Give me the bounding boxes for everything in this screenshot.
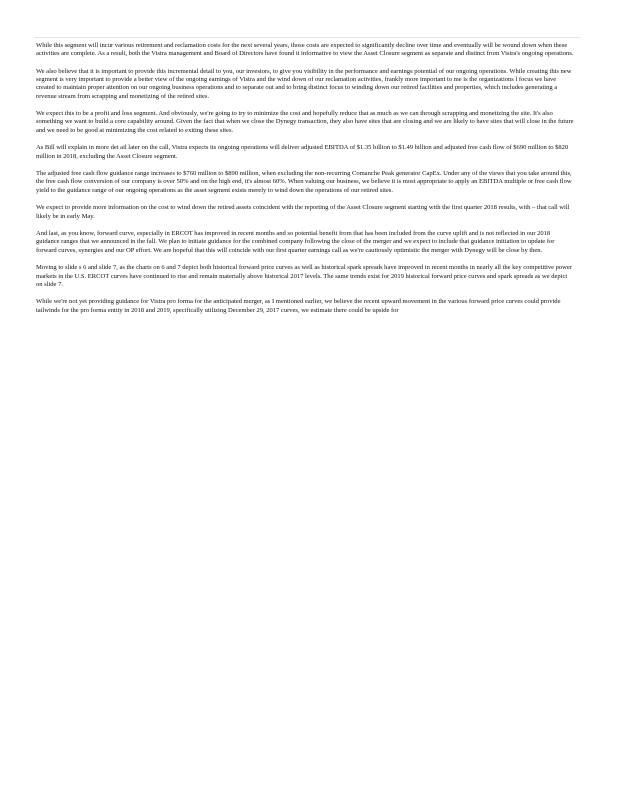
paragraph-asset-closure-costs: While this segment will incur various retirement and reclamation costs for the next several years, those costs are expected to significantly decline over time and eventually will be wound down when these activities are complete. As a result, both the Vistra management and Board of Directors have found it informative to view the Asset Closure segment as separate and distinct from Vistra's ongoing operations. xyxy=(36,42,574,58)
paragraph-ongoing-operations-visibility: We also believe that it is important to provide this incremental detail to you, our investors, to give you visibility in the performance and earnings potential of our ongoing operations. While creating this new segment is very important to provide a better view of the ongoing earnings of Vistra and the wind down of our reclamation activities, frankly more important to me is the organizations l focus we have created to maintain proper attention on our ongoing business operations and to separate out and to bring distinct focus to winding down our retired facilities and properties, which includes generating a revenue stream from scrapping and monetizing of the retired sites. xyxy=(36,67,572,100)
paragraph-free-cash-flow-guidance: The adjusted free cash flow guidance range increases to $760 million to $890 million, when excluding the non-recurring Comanche Peak generator CapEx. Under any of the views that you take around this, the free cash flow conversion of our company is over 50% and on the high end, it's almost 60%. When valuing our business, we believe it is most appropriate to apply an EBITDA multiple or free cash flow yield to the guidance range of our ongoing operations as the asset segment exists merely to wind down the operations of our retired sites. xyxy=(36,170,572,194)
paragraph-pro-forma-upside: While we're not yet providing guidance for Vistra pro forma for the anticipated merger, as I mentioned earlier, we believe the recent upward movement in the various forward price curves could provide tailwinds for the pro forma entity in 2018 and 2019, specifically utilizing December 29, 2017 curves, we estimate there could be upside for xyxy=(36,298,561,314)
paragraph-ebitda-guidance: As Bill will explain in more det ail later on the call, Vistra expects its ongoing operations will deliver adjusted EBITDA of $1.35 billion to $1.49 billion and adjusted free cash flow of $690 million to $820 million in 2018, excluding the Asset Closure segment. xyxy=(36,144,569,160)
page-top-divider xyxy=(34,37,580,38)
paragraph-profit-loss-segment: We expect this to be a profit and loss segment. And obviously, we're going to try to minimize the cost and hopefully reduce that as much as we can through scrapping and monetizing the site. It's also something we want to build a core capability around. Given the fact that when we close the Dynegy transaction, they also have sites that are closing and we are likely to have sites that will close in the future and we need to be good at minimizing the cost related to exiting these sites. xyxy=(36,110,574,134)
paragraph-forward-curve: And last, as you know, forward curve, especially in ERCOT has improved in recent months and so potential benefit from that has been included from the curve uplift and is not reflected in our 2018 guidance ranges that we announced in the fall. We plan to initiate guidance for the combined company following the close of the merger and we expect to include that guidance initiation to update for forward curves, synergies and our OP effort. We are hopeful that this will coincide with our first quarter earnings call as we're cautiously optimistic the merger with Dynegy will be close by then. xyxy=(36,230,555,254)
paragraph-wind-down-reporting: We expect to provide more information on the cost to wind down the retired assets coincident with the reporting of the Asset Closure segment starting with the first quarter 2018 results, with – that call will likely be in early May. xyxy=(36,204,570,220)
transcript-body xyxy=(36,42,574,324)
paragraph-slides-6-7: Moving to slide s 6 and slide 7, as the charts on 6 and 7 depict both historical forward price curves as well as historical spark spreads have improved in recent months in nearly all the key competitive power markets in the U.S. ERCOT curves have continued to rise and remain materially above historical 2017 levels. The same trends exist for 2019 historical forward price curves and spark spreads as we depict on slide 7. xyxy=(36,264,572,288)
